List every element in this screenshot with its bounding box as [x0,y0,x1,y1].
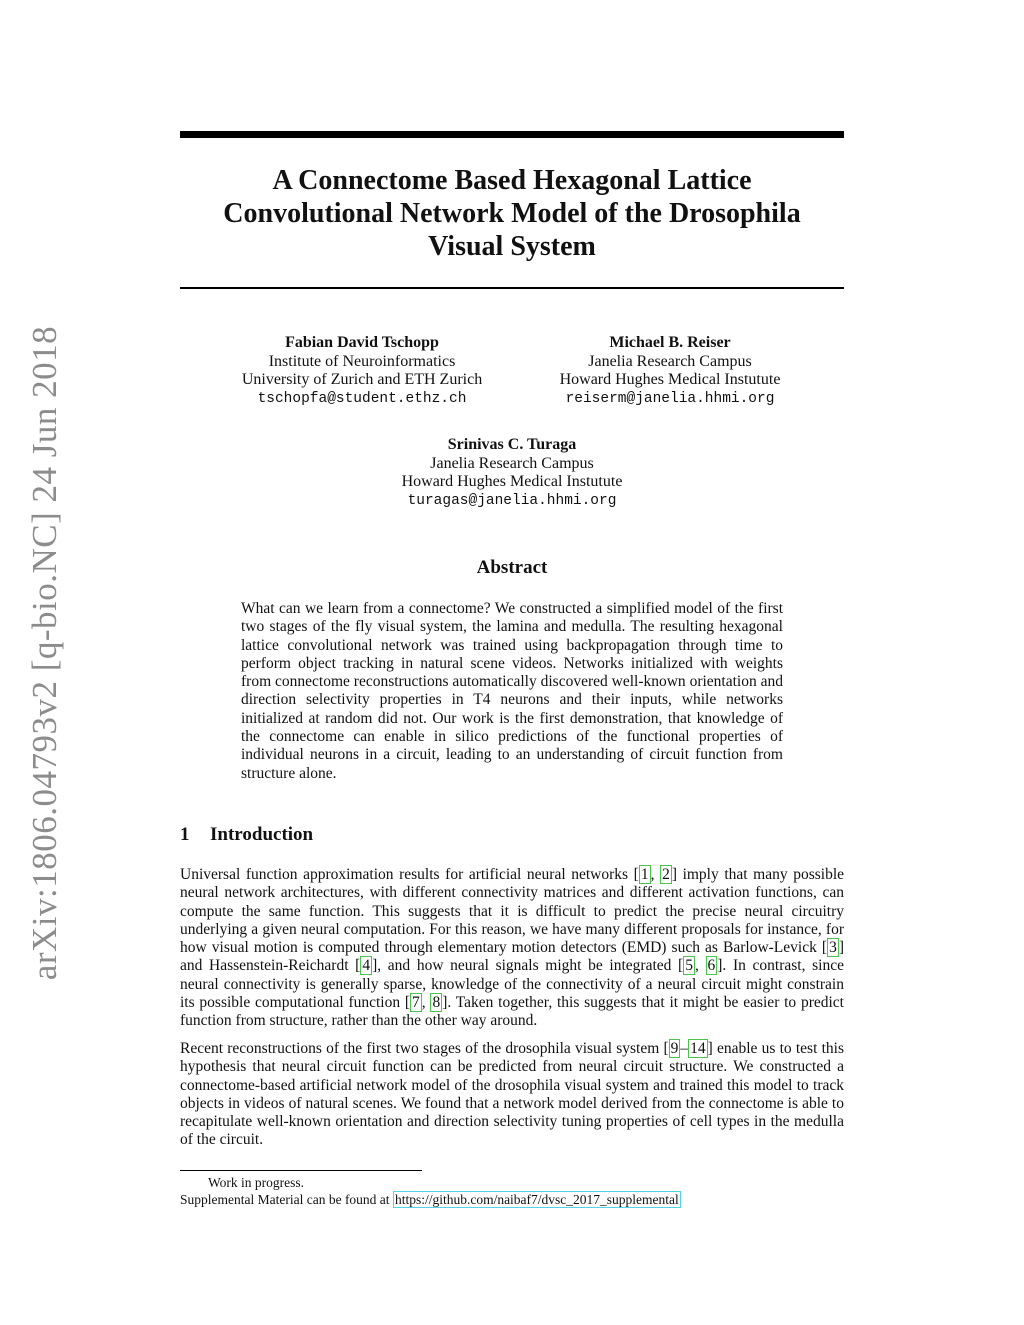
paper-title [180,164,844,263]
author-email[interactable]: turagas@janelia.hhmi.org [407,492,617,509]
author-block [362,436,662,510]
citation-link[interactable]: 7 [412,994,420,1012]
author-name: Michael B. Reiser [609,334,731,351]
citation-link[interactable]: 8 [432,994,441,1012]
footnote-2: Supplemental Material can be found at https://github.com/naibaf7/dvsc_2017_supplemental [180,1192,679,1207]
title-line-2: Convolutional Network Model of the Drosophila [223,198,801,229]
arxiv-stamp-text: arXiv:1806.04793v2 [q-bio.NC] 24 Jun 2018 [25,325,64,981]
citation-link[interactable]: 5 [685,957,693,975]
section-title: Introduction [210,824,314,845]
section-number: 1 [180,824,190,845]
footnote-rule [180,1170,422,1171]
citation-link[interactable]: 14 [690,1040,706,1057]
author-block [212,334,512,408]
author-name: Fabian David Tschopp [285,334,439,351]
author-email[interactable]: tschopfa@student.ethz.ch [257,390,467,407]
footnote-1: Work in progress. [208,1175,305,1190]
author-affiliation: Howard Hughes Medical Instutute [401,473,623,490]
title-top-rule [180,131,844,138]
citation-link[interactable]: 1 [640,866,649,883]
section-heading [180,824,313,846]
author-affiliation: Janelia Research Campus [430,454,594,472]
intro-paragraph-2: Recent reconstructions of the first two stages of the drosophila visual system [ 9 – 14 ] enable us to test this hypothesis that neural circuit function can be predicted from neural circuit structure. We constructed a connectome-based artificial network model of the drosophila visual system and trained this model to track objects in videos of natural scenes. We found that a network model derived from the connectome is able to recapitulate well-known orientation and direction selectivity tuning properties of cell types in the medulla of the circuit. [180,1040,844,1149]
intro-paragraph-1: Universal function approximation results for artificial neural networks [ 1 , 2 ] imply that many possible neural network architectures, with different connectivity matrices and different activation functions, can compute the same function. This suggests that it is difficult to predict the precise neural circuitry underlying a given neural computation. For this reason, we have many different proposals for instance, for how visual motion is computed through elementary motion detectors (EMD) such as Barlow-Levick [ 3 ] and Hassenstein-Reichardt [ 4 ], and how neural signals might be integrated [ 5 , 6 ]. In contrast, since neural connectivity is generally sparse, knowledge of the connectivity of a neural circuit might constrain its possible computational function [ 7 , 8 ]. Taken together, this suggests that it might be easier to predict function from structure, rather than the other way around. [180,866,845,1030]
citation-link[interactable]: 2 [662,866,670,883]
title-bottom-rule [180,287,844,289]
title-line-1: A Connectome Based Hexagonal Lattice [272,165,752,196]
citation-link[interactable]: 9 [670,1040,679,1057]
author-affiliation: Howard Hughes Medical Instutute [559,371,781,388]
abstract-text: What can we learn from a connectome? We constructed a simplified model of the first two stages of the fly visual system, the lamina and medulla. The resulting hexagonal lattice convolutional network was trained using backpropagation through time to perform object tracking in natural scene videos. Networks initialized with weights from connectome reconstructions automatically discovered well-known orientation and direction selectivity properties in T4 neurons and their inputs, while networks initialized at random did not. Our work is the first demonstration, that knowledge of the connectome can enable in silico predictions of the functional properties of individual neurons in a circuit, leading to an understanding of circuit function from structure alone. [241,600,783,782]
citation-link[interactable]: 4 [362,957,371,975]
author-block [520,334,820,408]
author-affiliation: University of Zurich and ETH Zurich [241,371,483,388]
title-line-3: Visual System [428,231,596,262]
author-name: Srinivas C. Turaga [447,436,577,453]
arxiv-stamp [20,325,70,981]
author-affiliation: Janelia Research Campus [588,352,752,370]
supplemental-link[interactable]: https://github.com/naibaf7/dvsc_2017_supplemental [394,1192,679,1207]
citation-link[interactable]: 3 [829,939,837,957]
citation-link[interactable]: 6 [707,957,716,975]
abstract-heading: Abstract [476,557,548,578]
author-email[interactable]: reiserm@janelia.hhmi.org [565,390,775,407]
author-affiliation: Institute of Neuroinformatics [268,352,456,370]
